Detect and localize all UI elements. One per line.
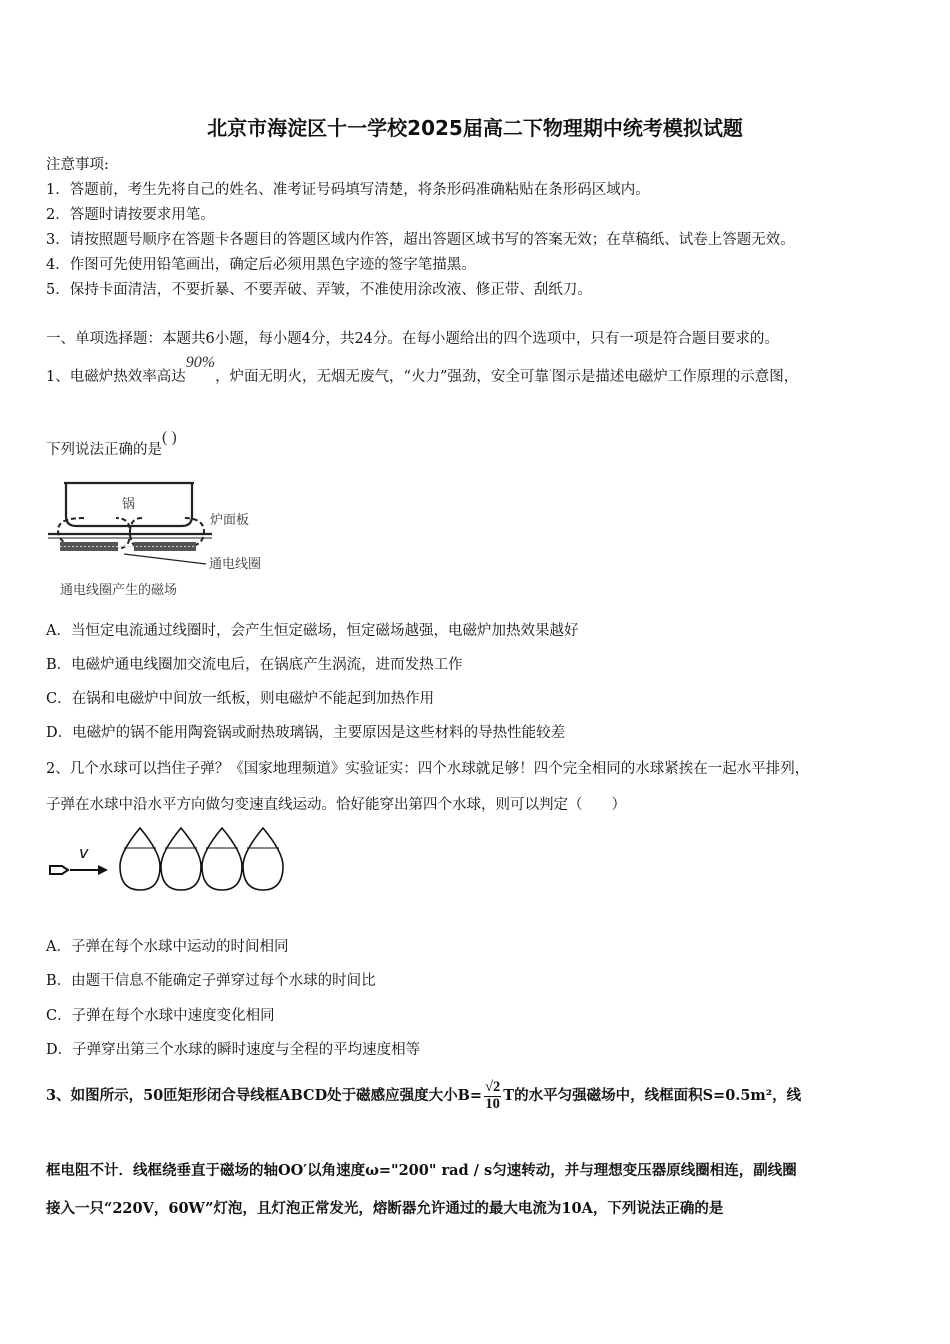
q1-stem-a: 1、电磁炉热效率高达	[46, 369, 186, 385]
q1-option-a: A．当恒定电流通过线圈时，会产生恒定磁场，恒定磁场越强，电磁炉加热效果越好	[46, 623, 579, 639]
coil-label: 通电线圈	[209, 557, 262, 572]
q1-efficiency: 90%	[185, 354, 216, 371]
water-ball	[202, 828, 242, 890]
q1-stem-b: ，炉面无明火，无烟无废气，“火力”强劲，安全可靠	[215, 369, 549, 385]
q1-stem-d: 下列说法正确的是	[46, 442, 162, 458]
q2-option-d: D．子弹穿出第三个水球的瞬时速度与全程的平均速度相等	[46, 1042, 421, 1058]
q1-stem-c: 图示是描述电磁炉工作原理的示意图，	[551, 369, 799, 385]
water-balls-figure	[46, 824, 296, 896]
notice-item: 5．保持卡面清洁，不要折暴、不要弄破、弄皱，不准使用涂改液、修正带、刮纸刀。	[46, 282, 592, 298]
q1-option-b: B．电磁炉通电线圈加交流电后，在锅底产生涡流，进而发热工作	[46, 657, 463, 673]
question-1-stem: 1、电磁炉热效率高达90%，炉面无明火，无烟无废气，“火力”强劲，安全可靠·图示是描述电磁炉工作原理的示意图，	[46, 354, 799, 385]
question-3-stem	[46, 1076, 801, 1116]
induction-cooker-figure	[44, 476, 284, 606]
water-ball	[120, 828, 160, 890]
water-ball	[161, 828, 201, 890]
bullet	[50, 866, 68, 874]
notice-heading: 注意事项:	[46, 157, 109, 173]
velocity-label: v	[79, 843, 89, 862]
question-3-stem-3: 接入一只“220V，60W”灯泡，且灯泡正常发光，熔断器允许通过的最大电流为10A，下列说法正确的是	[46, 1200, 724, 1217]
q1-option-d: D．电磁炉的锅不能用陶瓷锅或耐热玻璃锅，主要原因是这些材料的导热性能较差	[46, 725, 566, 741]
question-3-stem-2: 框电阻不计．线框绕垂直于磁场的轴OO′以角速度ω="200" rad / s匀速转动，并与理想变压器原线圈相连，副线圈	[46, 1162, 797, 1179]
panel-label: 炉面板	[210, 513, 250, 528]
water-ball	[243, 828, 283, 890]
q2-option-a: A．子弹在每个水球中运动的时间相同	[46, 939, 289, 955]
q1-answer-paren: ( )	[162, 429, 177, 446]
q3-stem-a: 3、如图所示，50匝矩形闭合导线框ABCD处于磁感应强度大小B=	[46, 1087, 483, 1104]
q3-b-fraction	[484, 1080, 501, 1111]
q3-frac-numerator: √2	[485, 1079, 501, 1096]
question-2-stem-2: 子弹在水球中沿水平方向做匀变速直线运动。恰好能穿出第四个水球，则可以判定（ ）	[46, 797, 626, 813]
page-title: 北京市海淀区十一学校2025届高二下物理期中统考模拟试题	[207, 116, 743, 140]
q3-stem-b: T的水平匀强磁场中，线框面积S=0.5m²，线	[503, 1087, 802, 1104]
field-label: 通电线圈产生的磁场	[60, 583, 178, 598]
notice-item: 4．作图可先使用铅笔画出，确定后必须用黑色字迹的签字笔描黑。	[46, 257, 476, 273]
q3-frac-denominator: 10	[485, 1095, 500, 1112]
notice-item: 2．答题时请按要求用笔。	[46, 207, 215, 223]
q2-option-c: C．子弹在每个水球中速度变化相同	[46, 1008, 275, 1024]
pot-label: 锅	[122, 497, 136, 512]
q2-option-b: B．由题干信息不能确定子弹穿过每个水球的时间比	[46, 973, 376, 989]
notice-item: 3．请按照题号顺序在答题卡各题目的答题区域内作答，超出答题区域书写的答案无效；在草稿纸、试卷上答题无效。	[46, 232, 795, 248]
question-2-stem: 2、几个水球可以挡住子弹？《国家地理频道》实验证实：四个水球就足够！四个完全相同的水球紧挨在一起水平排列，	[46, 761, 810, 777]
section-heading: 一、单项选择题：本题共6小题，每小题4分，共24分。在每小题给出的四个选项中，只有一项是符合题目要求的。	[46, 331, 779, 347]
q1-option-c: C．在锅和电磁炉中间放一纸板，则电磁炉不能起到加热作用	[46, 691, 435, 707]
question-1-stem-2	[46, 429, 177, 459]
notice-item: 1．答题前，考生先将自己的姓名、准考证号码填写清楚，将条形码准确粘贴在条形码区域内。	[46, 182, 650, 198]
